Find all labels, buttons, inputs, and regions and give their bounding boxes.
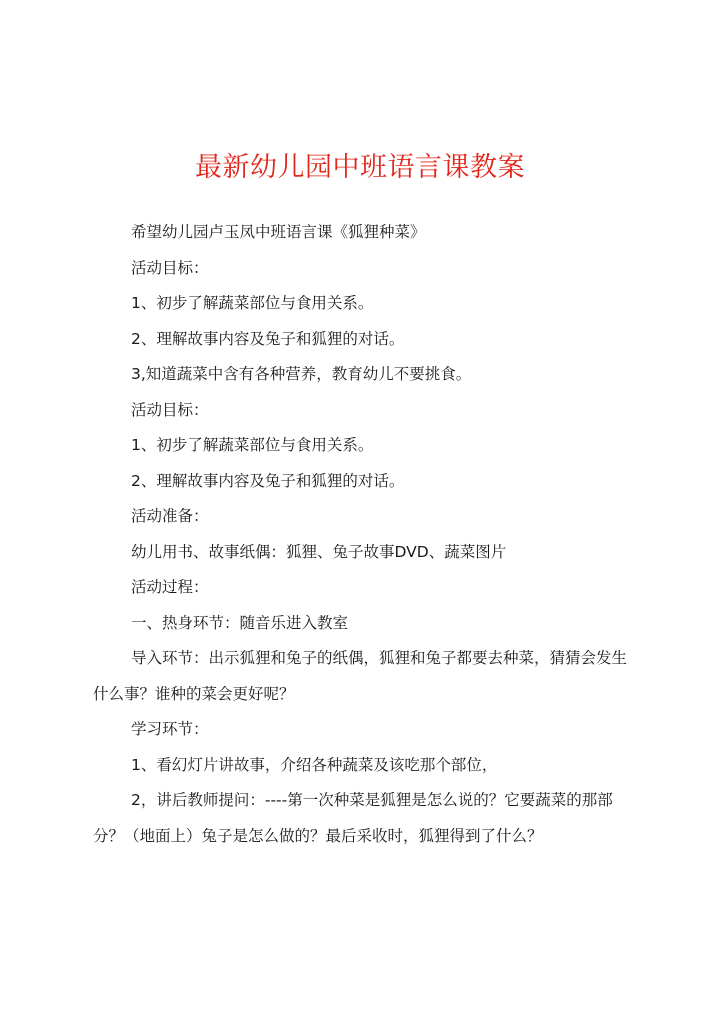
paragraph-objective-2: 2、理解故事内容及兔子和狐狸的对话。 xyxy=(131,329,405,348)
paragraph-objectives-label-2: 活动目标： xyxy=(131,400,209,419)
document-body xyxy=(93,215,638,854)
paragraph-process-label: 活动过程： xyxy=(131,578,209,596)
paragraph-materials: 幼儿用书、故事纸偶：狐狸、兔子故事DVD、蔬菜图片 xyxy=(131,542,507,561)
paragraph-objective-2b: 2、理解故事内容及兔子和狐狸的对话。 xyxy=(131,471,405,490)
paragraph-learning-step-2: 2，讲后教师提问：----第一次种菜是狐狸是怎么说的？它要蔬菜的那部分？（地面上）兔子是怎么做的？最后采收时，狐狸得到了什么？ xyxy=(93,791,613,845)
paragraph-warmup: 一、热身环节：随音乐进入教室 xyxy=(131,613,349,632)
paragraph-objective-1: 1、初步了解蔬菜部位与食用关系。 xyxy=(131,294,374,312)
paragraph-objective-3: 3,知道蔬菜中含有各种营养，教育幼儿不要挑食。 xyxy=(131,365,472,383)
paragraph-introduction: 导入环节：出示狐狸和兔子的纸偶，狐狸和兔子都要去种菜，猜猜会发生什么事？谁种的菜会更好呢？ xyxy=(93,649,628,703)
paragraph-learning-step-1: 1、看幻灯片讲故事，介绍各种蔬菜及该吃那个部位， xyxy=(131,755,498,774)
paragraph-objectives-label: 活动目标： xyxy=(131,258,209,277)
paragraph-objective-1b: 1、初步了解蔬菜部位与食用关系。 xyxy=(131,436,374,454)
document-title: 最新幼儿园中班语言课教案 xyxy=(195,152,525,183)
paragraph-heading-line: 希望幼儿园卢玉凤中班语言课《狐狸种菜》 xyxy=(131,223,426,241)
paragraph-learning-label: 学习环节： xyxy=(131,720,209,738)
paragraph-preparation-label: 活动准备： xyxy=(131,507,209,525)
